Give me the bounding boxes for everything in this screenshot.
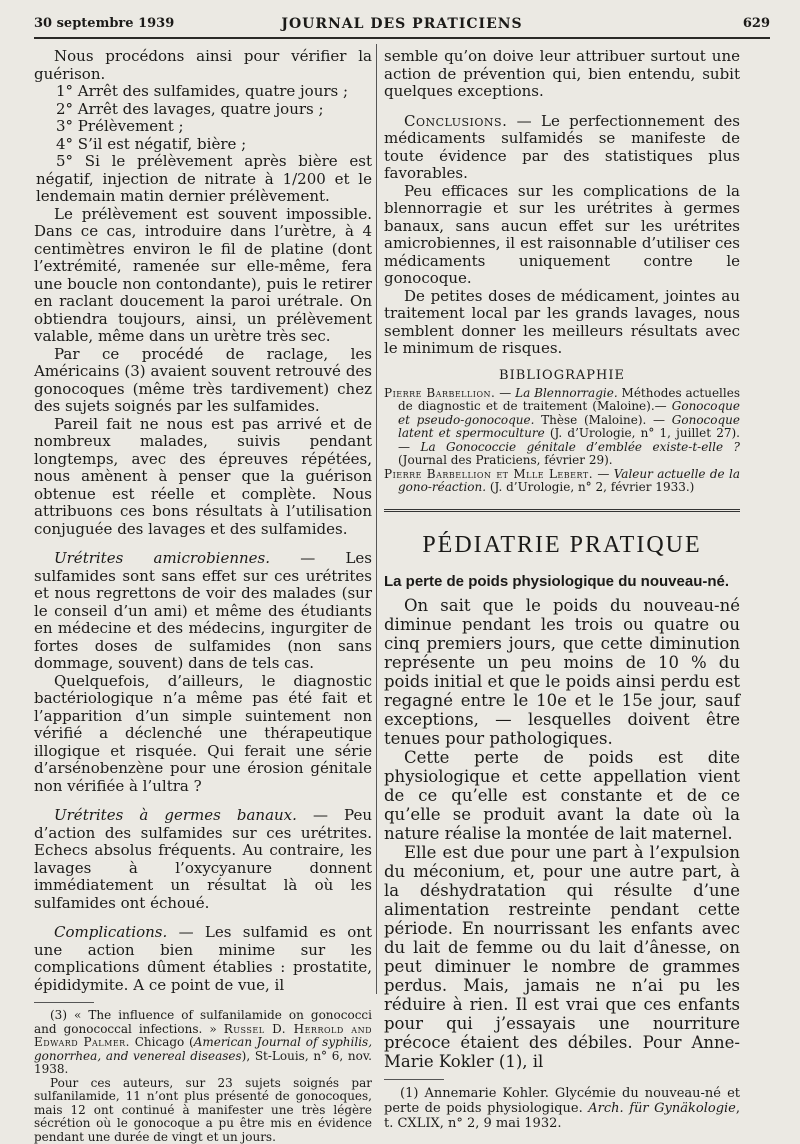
section-complications-text: — Les sulfamid es ont une action bien minime sur les complications dûment établies : prostatite, épididymite. A ce point de vue, il — [34, 923, 372, 994]
footnote-3-journal: American Journal of syphilis, gonorrhea, and venereal diseases — [34, 1035, 372, 1063]
footnote-3-continued: Pour ces auteurs, sur 23 sujets soignés par sulfanilamide, 11 n’ont plus présenté de gonocoques, mais 12 ont continué à manifester une très légère sécrétion où le gonocoque a pu être mis en évidence pendant une durée de vingt et un jours. — [34, 1077, 372, 1144]
bibliography-1-title-4: La Gonococcie génitale d’emblée existe-t-elle ? — [420, 440, 740, 454]
bibliography-1-text-3: (J. d’Urologie, n° 1, juillet 27). — — [398, 426, 740, 454]
bibliography-entry-2 — [384, 468, 740, 495]
bibliography-1-text: Méthodes actuelles de diagnostic et de traitement (Maloine).— — [398, 386, 740, 414]
section-title-pediatrie: PÉDIATRIE PRATIQUE — [384, 532, 740, 559]
left-column — [34, 48, 372, 1144]
article-title: La perte de poids physiologique du nouveau-né. — [384, 573, 740, 590]
paragraph-verification: Nous procédons ainsi pour vérifier la guérison. — [34, 48, 372, 83]
paragraph-prevention: semble qu’on doive leur attribuer surtout une action de prévention qui, bien entendu, subit quelques exceptions. — [384, 48, 740, 101]
bibliography-1-sep: — — [495, 386, 515, 400]
section-conclusions-text: — Le perfectionnement des médicaments sulfamidés se manifeste de toute évidence par des statistiques plus favorables. — [384, 112, 740, 183]
section-conclusions-title: Conclusions. — [404, 112, 507, 130]
article-footnote-issue: , t. CXLIX, n° 2, 9 mai 1932. — [384, 1101, 740, 1131]
article-footnote-text: (1) Annemarie Kohler. Glycémie du nouveau-né et perte de poids physiologique. — [384, 1086, 740, 1116]
header-page-number: 629 — [743, 16, 770, 31]
bibliography-2-author: Pierre Barbellion et Mlle Lebert. — [384, 467, 593, 481]
list-item-1: 1° Arrêt des sulfamides, quatre jours ; — [34, 83, 372, 101]
header-date: 30 septembre 1939 — [34, 16, 174, 31]
bibliography-1-text-2: Thèse (Maloine). — — [534, 413, 671, 427]
section-germes-banaux-title: Urétrites à germes banaux. — [54, 806, 297, 824]
footnote-3-authors: Russel D. Herrold and Edward Palmer. — [34, 1022, 372, 1050]
article-paragraph-2: Cette perte de poids est dite physiologique et cette appellation vient de ce qu’elle est constante et de ce qu’elle se produit avant la date où la nature réalise la montée de lait maternel. — [384, 748, 740, 843]
section-amicrobiennes-title: Urétrites amicrobiennes. — [54, 549, 270, 567]
header-journal-title: JOURNAL DES PRATICIENS — [34, 16, 770, 32]
bibliography-1-text-4: (Journal des Praticiens, février 29). — [398, 453, 613, 467]
right-column — [384, 48, 740, 1131]
section-conclusions — [384, 113, 740, 183]
bibliography-1-title: La Blennorragie. — [515, 386, 618, 400]
list-item-3: 3° Prélèvement ; — [34, 118, 372, 136]
bibliography-2-sep: — — [593, 467, 614, 481]
paragraph-efficacite: Peu efficaces sur les complications de la blennorragie et sur les urétrites à germes banaux, sans aucun effet sur les urétrites amicrobiennes, il est raisonnable d’utiliser ces médicaments uniquement contre le gonocoque. — [384, 183, 740, 288]
article-paragraph-1: On sait que le poids du nouveau-né diminue pendant les trois ou quatre ou cinq premiers jours, que cette diminution représente un peu moins de 10 % du poids initial et que le poids ainsi perdu est regagné entre le 10e et le 15e jour, sauf exceptions, — lesquelles doivent être tenues pour pathologiques. — [384, 596, 740, 748]
bibliography-1-title-3: Gonocoque latent et spermoculture — [398, 413, 740, 441]
article-footnote-journal: Arch. für Gynäkologie — [588, 1101, 736, 1116]
article-footnote-rule — [384, 1079, 444, 1080]
section-complications — [34, 924, 372, 994]
paragraph-doses: De petites doses de médicament, jointes au traitement local par les grands lavages, nous semblent donner les meilleurs résultats avec le minimum de risques. — [384, 288, 740, 358]
paragraph-guerison: Pareil fait ne nous est pas arrivé et de nombreux malades, suivis pendant longtemps, avec des épreuves répétées, nous amènent à penser que la guérison obtenue est réelle et complète. Nous attribuons ces bons résultats à l’utilisation conjuguée des lavages et des sulfamides. — [34, 416, 372, 539]
list-item-4: 4° S’il est négatif, bière ; — [34, 136, 372, 154]
list-item-5: 5° Si le prélèvement après bière est négatif, injection de nitrate à 1/200 et le lendemain matin dernier prélèvement. — [34, 153, 372, 206]
footnote-3-text: (3) « The influence of sulfanilamide on gonococci and gonococcal infections. » — [34, 1008, 372, 1036]
footnote-3-issue: ), St-Louis, n° 6, nov. 1938. — [34, 1049, 372, 1077]
section-amicrobiennes — [34, 550, 372, 673]
footnote-rule — [34, 1002, 94, 1003]
bibliography-2-title: Valeur actuelle de la gono-réaction. — [398, 467, 740, 495]
section-germes-banaux-text: — Peu d’action des sulfamides sur ces urétrites. Echecs absolus fréquents. Au contraire, les lavages à l’oxycyanure donnent immédiatement un résultat là où les sulfamides ont échoué. — [34, 806, 372, 912]
paragraph-raclage: Par ce procédé de raclage, les Américains (3) avaient souvent retrouvé des gonocoques (même très tardivement) chez des sujets soignés par les sulfamides. — [34, 346, 372, 416]
page-header — [34, 12, 770, 38]
bibliography-entry-1 — [384, 387, 740, 468]
article-footnote-1 — [384, 1086, 740, 1131]
bibliography-heading: BIBLIOGRAPHIE — [384, 368, 740, 383]
section-complications-title: Complications. — [54, 923, 167, 941]
section-germes-banaux — [34, 807, 372, 912]
header-rule — [34, 37, 770, 39]
footnote-3 — [34, 1009, 372, 1077]
footnote-3-place: Chicago ( — [130, 1035, 194, 1049]
bibliography-2-text: (J. d’Urologie, n° 2, février 1933.) — [486, 480, 694, 494]
bibliography-1-title-2: Gonocoque et pseudo-gonocoque. — [398, 399, 740, 427]
section-amicrobiennes-text: — Les sulfamides sont sans effet sur ces urétrites et nous regrettons de voir des malades (sur le conseil d’un ami) et même des étudiants en médecine et des médecins, ingurgiter de fortes doses de sulfamides (non sans dommage, souvent) dans de tels cas. — [34, 549, 372, 672]
section-rule — [384, 509, 740, 512]
list-item-2: 2° Arrêt des lavages, quatre jours ; — [34, 101, 372, 119]
bibliography-1-author: Pierre Barbellion. — [384, 386, 495, 400]
paragraph-diagnostic: Quelquefois, d’ailleurs, le diagnostic bactériologique n’a même pas été fait et l’apparition d’un simple suintement non vérifié a déclenché une thérapeutique illogique et risquée. Qui ferait une série d’arsénobenzène pour une érosion génitale non vérifiée à l’ultra ? — [34, 673, 372, 796]
article-paragraph-3: Elle est due pour une part à l’expulsion du méconium, et, pour une autre part, à la déshydratation qui résulte d’une alimentation restreinte pendant cette période. En nourrissant les enfants avec du lait de femme ou du lait d’ânesse, on peut diminuer le nombre de grammes perdus. Mais, jamais ne n’ai pu les réduire à rien. Il est vrai que ces enfants pour qui j’essayais une nourriture précoce étaient des débiles. Pour Anne-Marie Kokler (1), il — [384, 843, 740, 1071]
column-divider — [376, 44, 377, 994]
paragraph-prelevement: Le prélèvement est souvent impossible. Dans ce cas, introduire dans l’urètre, à 4 centimètres environ le fil de platine (dont l’extrémité, ramenée sur elle-même, fera une boucle non contondante), puis le retirer en raclant doucement la paroi urétrale. On obtiendra toujours, ainsi, un prélèvement valable, même dans un urètre très sec. — [34, 206, 372, 346]
